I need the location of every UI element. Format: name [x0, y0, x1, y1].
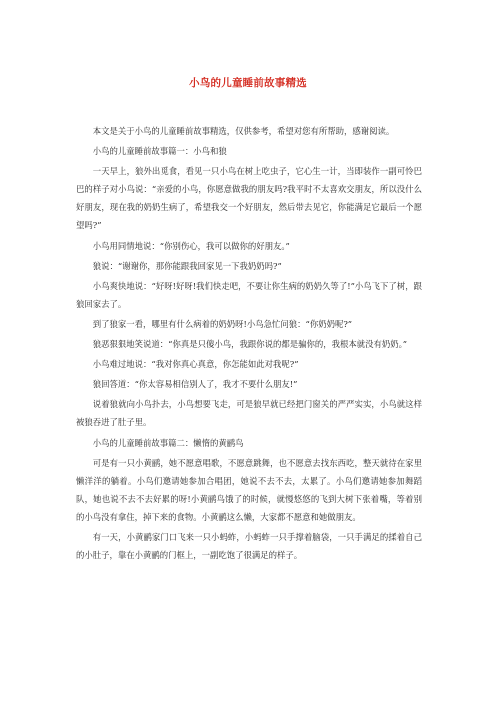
paragraph: 狼回答道：“你太容易相信别人了，我才不要什么朋友!”: [92, 379, 298, 390]
paragraph: 一天早上，狼外出觅食，看见一只小鸟在树上吃虫子，它心生一计，当即装作一副可怜巴巴的样子对小鸟说：“亲爱的小鸟，你愿意做我的朋友吗?我平时不太喜欢交朋友，所以没什么好朋友，现在我的奶奶生病了，希望我交一个好朋友，然后带去见它，你能满足它最后一个愿望吗?”: [76, 166, 422, 231]
paragraph: 说着狼就向小鸟扑去，小鸟想要飞走，可是狼早就已经把门窗关的严严实实，小鸟就这样被狼吞进了肚子里。: [76, 399, 422, 428]
section-heading-1: 小鸟的儿童睡前故事篇一：小鸟和狼: [92, 146, 227, 157]
section-heading-2: 小鸟的儿童睡前故事篇二：懒惰的黄鹂鸟: [92, 437, 244, 448]
paragraph: 狼恶狠狠地笑说道：“你真是只傻小鸟，我跟你说的都是骗你的，我根本就没有奶奶。”: [92, 339, 408, 350]
paragraph: 小鸟用同情地说：“你别伤心，我可以做你的好朋友。”: [92, 240, 290, 251]
paragraph: 小鸟爽快地说：“好呀!好呀!我们快走吧，不要让你生病的奶奶久等了!”小鸟飞下了树，跟狼回家去了。: [76, 280, 422, 309]
paragraph: 到了狼家一看，哪里有什么病着的奶奶呀!小鸟急忙问狼：“你奶奶呢?”: [92, 318, 353, 329]
document-title: 小鸟的儿童睡前故事精选: [189, 77, 307, 89]
document-body: [76, 122, 422, 566]
paragraph: 狼说：“谢谢你，那你能跟我回家见一下我奶奶吗?”: [92, 260, 282, 271]
paragraph: 有一天，小黄鹂家门口飞来一只小蚂蚱，小蚂蚱一只手撑着脑袋，一只手满足的揉着自己的小肚子，靠在小黄鹂的门框上，一副吃饱了很满足的样子。: [76, 531, 422, 561]
paragraph: 小鸟难过地说：“我对你真心真意，你怎能如此对我呢?”: [92, 359, 299, 370]
paragraph: 可是有一只小黄鹂，她不愿意唱歌，不愿意跳舞，也不愿意去找东西吃，整天就待在家里懒洋洋的躺着。小鸟们邀请她参加合唱团，她说不去不去，太累了。小鸟们邀请她参加舞蹈队，她也说不去不去好累的呀!小黄鹂鸟饿了的时候，就慢悠悠的飞到大树下张着嘴，等着别的小鸟没有拿住，掉下来的食物。小黄鹂这么懒，大家都不愿意和她做朋友。: [76, 457, 422, 522]
paragraph-intro: 本文是关于小鸟的儿童睡前故事精选，仅供参考，希望对您有所帮助，感谢阅读。: [92, 126, 395, 136]
